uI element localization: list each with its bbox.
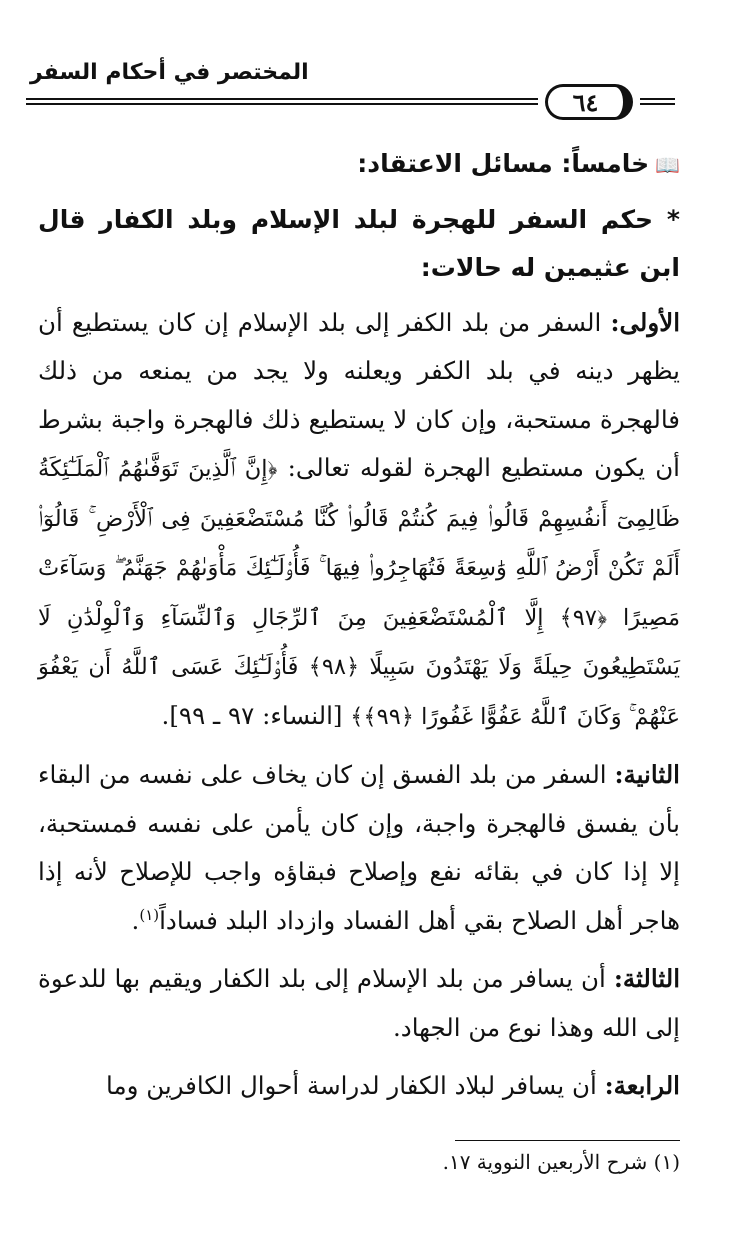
footnote-ref: (١) [139, 905, 160, 924]
running-title: المختصر في أحكام السفر [30, 60, 309, 85]
section-heading [38, 140, 680, 190]
verse-citation: [النساء: ٩٧ ـ ٩٩]. [161, 700, 343, 730]
quran-verse: ﴿إِنَّ ٱلَّذِينَ تَوَفَّىٰهُمُ ٱلْمَلَـٰٓئِكَةُ ظَالِمِىٓ أَنفُسِهِمْ قَالُوا۟ فِيمَ كُنتُمْ قَالُوا۟ كُنَّا مُسْتَضْعَفِينَ فِى ٱلْأَرْضِ ۚ قَالُوٓا۟ أَلَمْ تَكُنْ أَرْضُ ٱللَّهِ وَٰسِعَةً فَتُهَاجِرُوا۟ فِيهَا ۚ فَأُو۟لَـٰٓئِكَ مَأْوَىٰهُمْ جَهَنَّمُ ۖ وَسَآءَتْ مَصِيرًا ﴿٩٧﴾ إِلَّا ٱلْمُسْتَضْعَفِينَ مِنَ ٱلرِّجَالِ وَٱلنِّسَآءِ وَٱلْوِلْدَٰنِ لَا يَسْتَطِيعُونَ حِيلَةً وَلَا يَهْتَدُونَ سَبِيلًا ﴿٩٨﴾ فَأُو۟لَـٰٓئِكَ عَسَى ٱللَّهُ أَن يَعْفُوَ عَنْهُمْ ۚ وَكَانَ ٱللَّهُ عَفُوًّا غَفُورًا ﴿٩٩﴾﴾ [38, 456, 681, 730]
header-rule-right [640, 98, 675, 105]
case-4 [38, 1062, 680, 1111]
case-3 [38, 955, 680, 1052]
section-heading-text: خامساً: مسائل الاعتقاد: [357, 149, 650, 178]
footnote-rule [455, 1140, 680, 1141]
case-1 [38, 299, 680, 742]
header-rule-left [26, 98, 538, 105]
page-number: ٦٤ [545, 84, 633, 120]
case-label: الثانية: [614, 760, 680, 789]
case-label: الثالثة: [613, 964, 680, 993]
footnote: (١) شرح الأربعين النووية ١٧. [442, 1150, 680, 1174]
case-label: الرابعة: [604, 1071, 680, 1100]
case-text: أن يسافر لبلاد الكفار لدراسة أحوال الكافرين وما [105, 1071, 597, 1100]
main-text [38, 140, 680, 1121]
case-2: الثانية: السفر من بلد الفسق إن كان يخاف على نفسه من البقاء بأن يفسق فالهجرة واجبة، وإن كان يأمن على نفسه فمستحبة، إلا إذا كان في بقائه نفع وإصلاح فبقاؤه واجب للإصلاح لأنه إذا هاجر أهل الصلاح بقي أهل الفساد وازداد البلد فساداً$^{(١)}$. [38, 760, 680, 935]
case-text: أن يسافر من بلد الإسلام إلى بلد الكفار ويقيم بها للدعوة إلى الله وهذا نوع من الجهاد. [38, 964, 680, 1042]
case-text: السفر من بلد الفسق إن كان يخاف على نفسه من البقاء بأن يفسق فالهجرة واجبة، وإن كان يأمن على نفسه فمستحبة، إلا إذا كان في بقائه نفع وإصلاح فبقاؤه واجب للإصلاح لأنه إذا هاجر أهل الصلاح بقي أهل الفساد وازداد البلد فساداً [38, 760, 680, 935]
topic-heading: * حكم السفر للهجرة لبلد الإسلام وبلد الكفار قال ابن عثيمين له حالات: [38, 204, 680, 282]
book-icon: 📖 [655, 153, 680, 177]
case-text: السفر من بلد الكفر إلى بلد الإسلام إن كان يستطيع أن يظهر دينه في بلد الكفر ويعلنه ولا يجد من يمنعه من ذلك فالهجرة مستحبة، وإن كان لا يستطيع ذلك فالهجرة واجبة بشرط أن يكون مستطيع الهجرة لقوله تعالى: [38, 307, 680, 482]
case-label: الأولى: [610, 307, 681, 337]
